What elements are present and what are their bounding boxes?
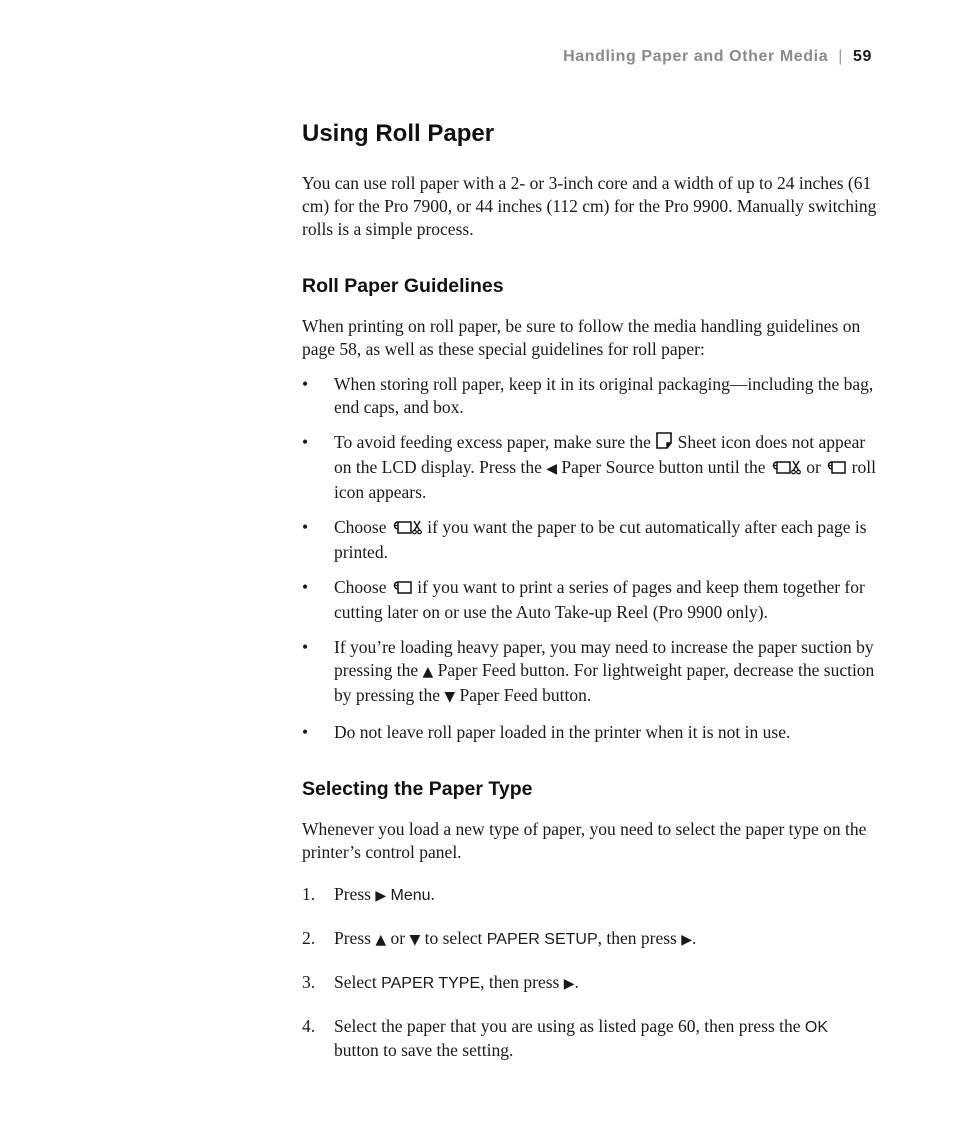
- up-arrow-icon: ▲: [422, 664, 434, 680]
- down-arrow-icon: ▼: [444, 689, 456, 705]
- bullet: •: [302, 517, 309, 537]
- paper-type-label: PAPER TYPE: [381, 975, 481, 992]
- left-arrow-icon: ◀: [546, 461, 558, 477]
- guidelines-list: [302, 373, 877, 744]
- roll-icon: [391, 578, 413, 601]
- list-item: 1. Press ▶ Menu.: [302, 884, 435, 904]
- down-arrow-icon: ▼: [409, 932, 421, 948]
- steps-list: [302, 883, 877, 1062]
- running-header: [563, 48, 872, 66]
- selecting-paper-type-heading: Selecting the Paper Type: [302, 778, 533, 800]
- roll-paper-guidelines-heading: Roll Paper Guidelines: [302, 275, 504, 297]
- intro-paragraph: You can use roll paper with a 2- or 3-inch core and a width of up to 24 inches (61 cm) for the Pro 7900, or 44 inches (112 cm) for the Pro 9900. Manually switching rolls is a simple process.: [302, 173, 877, 239]
- paper-setup-label: PAPER SETUP: [486, 931, 598, 948]
- section-title: Handling Paper and Other Media: [563, 48, 829, 65]
- step-number: 2.: [302, 928, 316, 948]
- roll-cut-icon: [770, 458, 802, 481]
- step-number: 4.: [302, 1016, 316, 1036]
- roll-icon: [825, 458, 847, 481]
- ok-label: OK: [804, 1019, 829, 1036]
- list-item: • Do not leave roll paper loaded in the printer when it is not in use.: [302, 722, 791, 742]
- bullet: •: [302, 374, 309, 394]
- page-title: Using Roll Paper: [302, 120, 495, 147]
- page-content: [302, 118, 877, 1081]
- step-number: 1.: [302, 884, 316, 904]
- list-item: • If you’re loading heavy paper, you may need to increase the paper suction by pressing the ▲ Paper Feed button. For lightweight paper, decrease the suction by pressing the ▼ Paper Feed button.: [302, 637, 875, 705]
- paper-type-intro: Whenever you load a new type of paper, you need to select the paper type on the printer’s control panel.: [302, 819, 867, 862]
- list-item: • When storing roll paper, keep it in its original packaging—including the bag, end caps, and box.: [302, 374, 874, 417]
- right-arrow-icon: ▶: [681, 932, 693, 948]
- header-separator: |: [838, 48, 843, 65]
- list-item: • Choose if you want to print a series of pages and keep them together for cutting later on or use the Auto Take-up Reel (Pro 9900 only).: [302, 577, 865, 622]
- sheet-icon: [655, 431, 673, 456]
- list-item: 3. Select PAPER TYPE, then press ▶.: [302, 972, 579, 992]
- list-item: 2. Press ▲ or ▼ to select PAPER SETUP, then press ▶.: [302, 928, 697, 948]
- menu-label: Menu: [390, 887, 431, 904]
- step-number: 3.: [302, 972, 316, 992]
- roll-cut-icon: [391, 518, 423, 541]
- bullet: •: [302, 637, 309, 657]
- list-item: • To avoid feeding excess paper, make sure the Sheet icon does not appear on the LCD display. Press the ◀ Paper Source button until the or roll icon appears.: [302, 432, 876, 502]
- right-arrow-icon: ▶: [375, 888, 387, 904]
- bullet: •: [302, 722, 309, 742]
- right-arrow-icon: ▶: [563, 976, 575, 992]
- guidelines-intro: When printing on roll paper, be sure to follow the media handling guidelines on page 58, as well as these special guidelines for roll paper:: [302, 316, 861, 359]
- page-number: 59: [853, 48, 872, 65]
- up-arrow-icon: ▲: [375, 932, 387, 948]
- list-item: • Choose if you want the paper to be cut automatically after each page is printed.: [302, 517, 867, 562]
- list-item: 4. Select the paper that you are using as listed page 60, then press the OK button to save the setting.: [302, 1016, 829, 1060]
- bullet: •: [302, 432, 309, 452]
- bullet: •: [302, 577, 309, 597]
